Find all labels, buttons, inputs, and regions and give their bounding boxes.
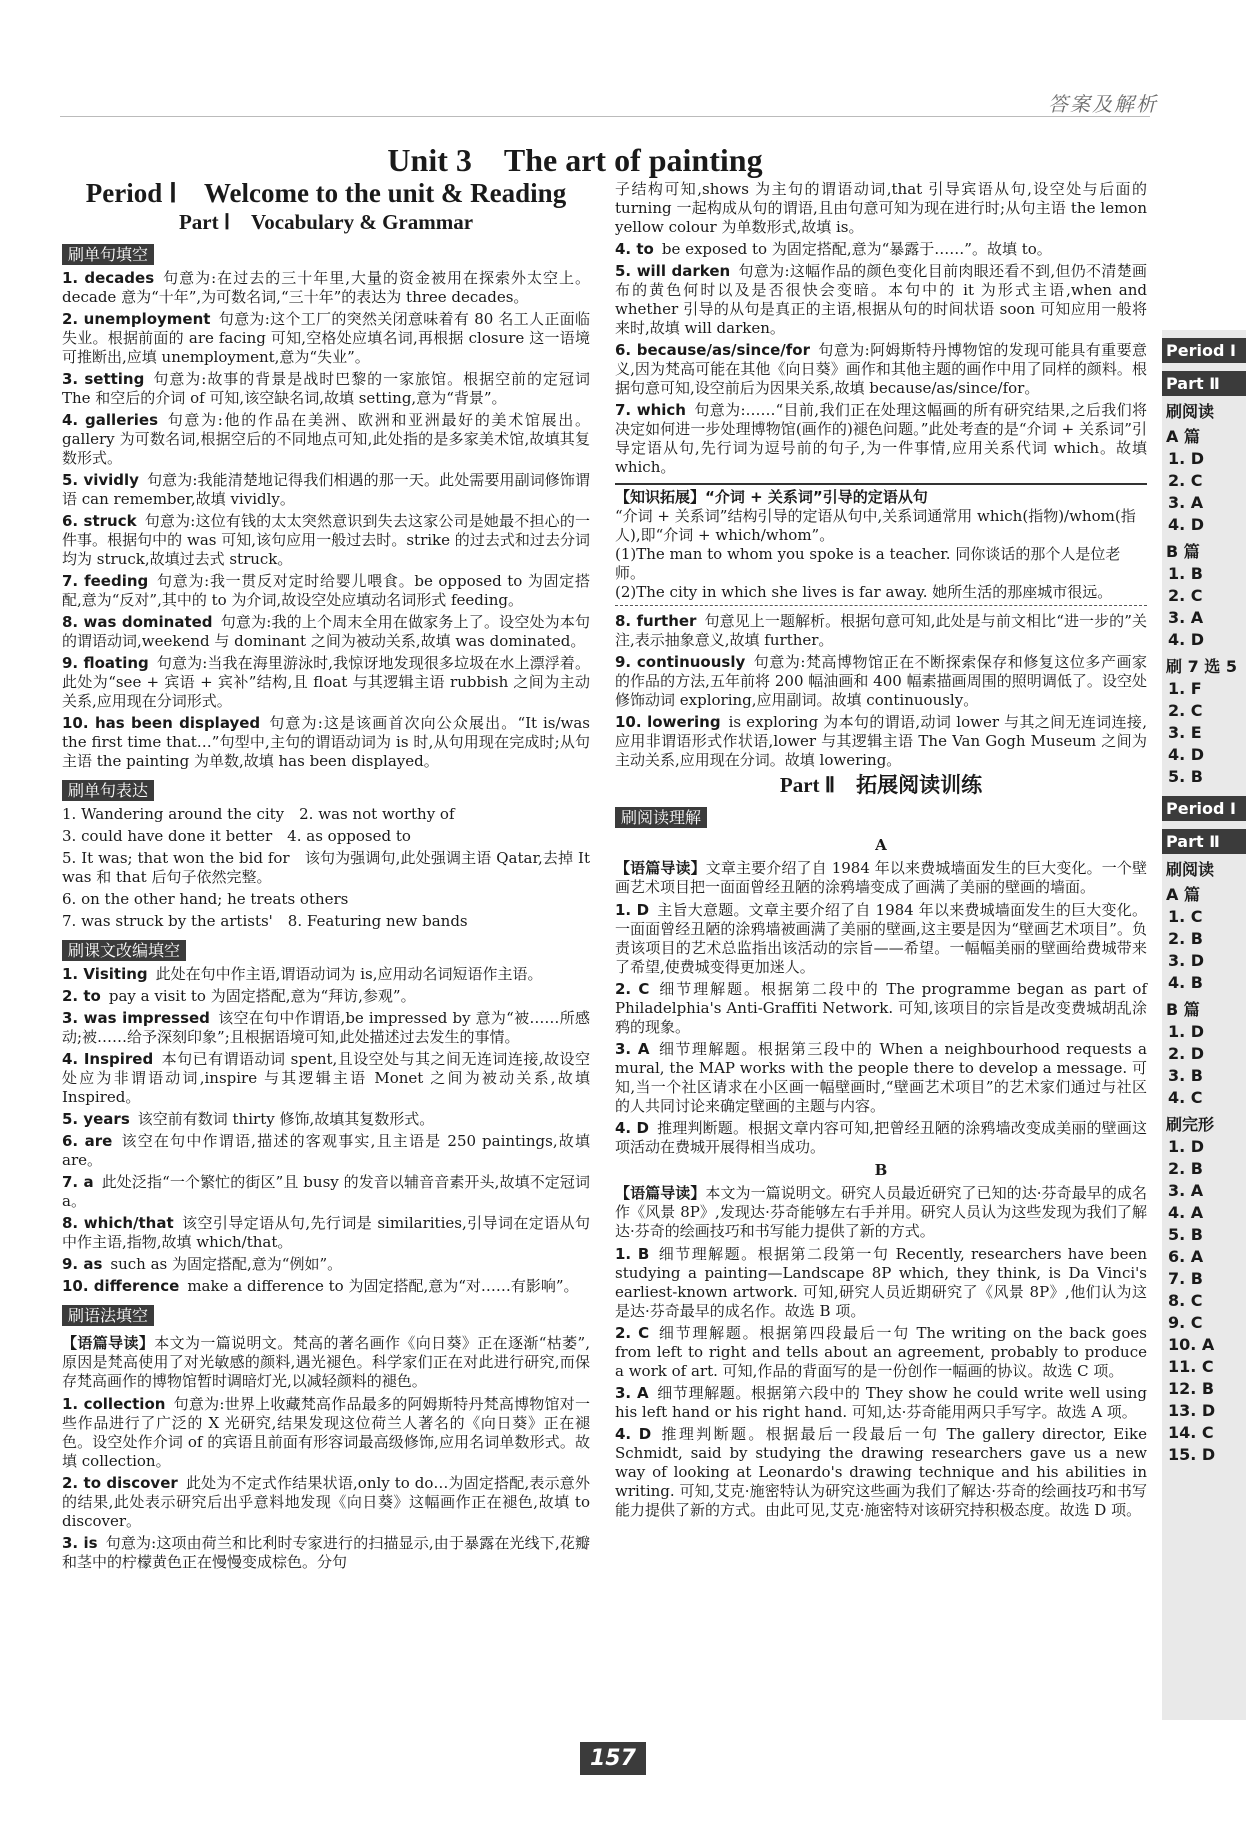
item-answer: was impressed (83, 1009, 210, 1027)
item-number: 3. (615, 1040, 638, 1058)
item-explanation: such as 为固定搭配,意为“例如”。 (110, 1255, 343, 1273)
item-answer: because/as/since/for (636, 341, 810, 359)
answer-item (62, 1050, 590, 1107)
left-column (62, 180, 590, 1575)
passage-a-list (615, 901, 1147, 1157)
answer-item (62, 411, 590, 468)
item-number: 1. (615, 1245, 638, 1263)
section-badge-express: 刷单句表达 (62, 780, 154, 801)
page-number: 157 (580, 1742, 646, 1775)
sidebar-heading-reading-2: 刷阅读 (1166, 860, 1215, 879)
item-number: 9. (615, 653, 637, 671)
answer-item (62, 512, 590, 569)
answer-item (615, 262, 1147, 338)
sidebar-answer: 6. A (1168, 1247, 1204, 1266)
item-answer: B (637, 1245, 650, 1263)
item-explanation: 细节理解题。根据第二段第一句 Recently, researchers have been studying a painting—Landscape 8P which, they think, is Da Vinci's earliest-known artwork. 可知,研究人员近期研究了《风景 8P》,他们认为这是达·芬奇最早的成名作。故选 B 项。 (615, 1245, 1148, 1320)
answer-item (62, 471, 590, 509)
answer-item (615, 901, 1147, 977)
answer-item (62, 1110, 590, 1129)
item-answer: floating (83, 654, 149, 672)
guide-text: 文章主要介绍了自 1984 年以来费城墙面发生的巨大变化。一个壁画艺术项目把一面面曾经丑陋的涂鸦墙变成了画满了美丽的壁画的墙面。 (615, 859, 1147, 896)
answer-item (62, 987, 590, 1006)
sidebar-answer: 11. C (1168, 1357, 1214, 1376)
passage-b-list (615, 1245, 1147, 1520)
guide-tag: 【语篇导读】 (62, 1334, 155, 1352)
item-explanation: is exploring 为本句的谓语,动词 lower 与其之间无连词连接,应用非谓语形式作状语,lower 与其逻辑主语 The Van Gogh Museum 之间为主动关系,应用现在分词。故填 lowering。 (615, 713, 1147, 769)
answer-item (615, 1324, 1147, 1381)
sidebar-answer: 12. B (1168, 1379, 1215, 1398)
sidebar-answers-7of5 (1162, 678, 1246, 788)
answer-sidebar (1162, 330, 1246, 1720)
item-number: 4. (62, 411, 86, 429)
sidebar-answer: 4. A (1168, 1203, 1204, 1222)
sidebar-answer: 3. E (1168, 723, 1202, 742)
item-answer: lowering (647, 713, 721, 731)
sidebar-answer: 1. D (1168, 449, 1205, 468)
part2-title: Part Ⅱ 拓展阅读训练 (779, 773, 983, 797)
answer-item (62, 1474, 590, 1531)
item-number: 9. (62, 1255, 84, 1273)
guide-text: 本文为一篇说明文。梵高的著名画作《向日葵》正在逐渐“枯萎”,原因是梵高使用了对光敏感的颜料,遇光褪色。科学家们正在对此进行研究,而保存梵高画作的博物馆暂时调暗灯光,以减轻颜料的褪色。 (62, 1334, 590, 1390)
item-answer: is (83, 1534, 98, 1552)
answer-item (615, 1040, 1147, 1116)
knowledge-box-title: 【知识拓展】“介词 + 关系词”引导的定语从句 (615, 488, 928, 506)
item-explanation: 主旨大意题。文章主要介绍了自 1984 年以来费城墙面发生的巨大变化。一面面曾经丑陋的涂鸦墙被画满了美丽的壁画,这主要是因为“壁画艺术项目”。负责该项目的艺术总监指出该活动的宗旨——希望。一幅幅美丽的壁画给费城带来了希望,使费城变得更加迷人。 (615, 901, 1147, 976)
sidebar-answer: 2. D (1168, 1044, 1205, 1063)
item-explanation: pay a visit to 为固定搭配,意为“拜访,参观”。 (108, 987, 416, 1005)
grammar-guide (62, 1334, 590, 1391)
answer-item (62, 1009, 590, 1047)
answer-item (615, 180, 1147, 237)
guide-tag: 【语篇导读】 (615, 859, 706, 877)
express-list (62, 805, 590, 931)
answer-item (615, 240, 1147, 259)
sidebar-tab-period: Period Ⅰ (1162, 338, 1246, 363)
item-number: 1. (62, 269, 85, 287)
item-explanation: 句意为:这位有钱的太太突然意识到失去这家公司是她最不担心的一件事。根据句中的 was 可知,该句应用一般过去时。strike 的过去式和过去分词均为 struck,故填过去式 struck。 (62, 512, 591, 568)
section-badge-grammar: 刷语法填空 (62, 1305, 154, 1326)
answer-item (615, 980, 1147, 1037)
item-explanation: 句意为:他的作品在美洲、欧洲和亚洲最好的美术馆展出。gallery 为可数名词,根据空后的不同地点可知,此处指的是多家美术馆,故填其复数形式。 (62, 411, 590, 467)
sidebar-heading-7of5: 刷 7 选 5 (1166, 657, 1237, 676)
item-number: 6. (615, 341, 637, 359)
item-answer: feeding (84, 572, 149, 590)
sidebar-heading-cloze: 刷完形 (1166, 1115, 1215, 1134)
item-number: 1. (62, 1395, 84, 1413)
part1-title: Part Ⅰ Vocabulary & Grammar (178, 210, 474, 234)
correct-list (62, 965, 590, 1296)
section-badge-correct: 刷课文改编填空 (62, 940, 186, 961)
vocab-list (62, 269, 590, 771)
sidebar-answer: 4. D (1168, 630, 1205, 649)
answer-item (615, 1245, 1147, 1321)
middle-column (615, 180, 1147, 1523)
item-number: 2. (62, 987, 84, 1005)
answer-item (615, 713, 1147, 770)
answer-item (62, 1132, 590, 1170)
item-explanation: 句意为:这项由荷兰和比利时专家进行的扫描显示,由于暴露在光线下,花瓣和茎中的柠檬黄色正在慢慢变成棕色。分句 (62, 1534, 590, 1571)
item-number: 2. (62, 310, 84, 328)
item-number: 2. (62, 1474, 84, 1492)
item-number: 6. (62, 512, 84, 530)
sidebar-tab-part-2: Part Ⅱ (1162, 829, 1246, 854)
section-badge-reading: 刷阅读理解 (615, 807, 707, 828)
sidebar-answer: 13. D (1168, 1401, 1216, 1420)
answer-item (615, 341, 1147, 398)
sidebar-answers-a (1162, 448, 1246, 536)
item-explanation: 此处泛指“一个繁忙的街区”且 busy 的发音以辅音音素开头,故填不定冠词 a。 (62, 1173, 590, 1210)
item-explanation: 句意为:当我在海里游泳时,我惊讶地发现很多垃圾在水上漂浮着。此处为“see + 宾语 + 宾补”结构,且 float 与其逻辑主语 rubbish 之间为主动关系,应用现在分词形式。 (62, 654, 591, 710)
sidebar-label-b-2: B 篇 (1166, 1000, 1200, 1019)
item-number: 8. (615, 612, 637, 630)
answer-item (615, 401, 1147, 477)
item-answer: to discover (83, 1474, 178, 1492)
item-explanation: 句意为:在过去的三十年里,大量的资金被用在探索外太空上。decade 意为“十年”,为可数名词,“三十年”的表达为 three decades。 (62, 269, 590, 306)
answer-item (62, 714, 590, 771)
text-line: 6. on the other hand; he treats others (62, 890, 349, 908)
passage-a-label: A (875, 836, 887, 854)
item-answer: Inspired (83, 1050, 154, 1068)
guide-text: 本文为一篇说明文。研究人员最近研究了已知的达·芬奇最早的成名作《风景 8P》,发现达·芬奇能够左右手并用。研究人员认为这些发现为我们了解达·芬奇的绘画技巧和书写能力提供了新的方式。 (615, 1184, 1147, 1240)
text-line: 7. was struck by the artists' 8. Featuring new bands (62, 912, 468, 930)
sidebar-answer: 3. B (1168, 1066, 1203, 1085)
item-answer: a (83, 1173, 94, 1191)
item-number: 2. (615, 980, 639, 998)
item-explanation: 句意为:这幅作品的颜色变化目前肉眼还看不到,但仍不清楚画布的黄色何时以及是否很快会变暗。本句中的 it 为形式主语,when and whether 引导的从句是真正的主语,根据从句的时间状语 soon 可知应用一般将来时,故填 will darken。 (615, 262, 1148, 337)
item-explanation: 推理判断题。根据文章内容可知,把曾经丑陋的涂鸦墙改变成美丽的壁画这项活动在费城开展得相当成功。 (615, 1119, 1148, 1156)
item-number: 10. (615, 713, 648, 731)
sidebar-answer: 15. D (1168, 1445, 1216, 1464)
item-number: 3. (615, 1384, 637, 1402)
item-number: 3. (62, 370, 85, 388)
item-number: 1. (62, 965, 84, 983)
item-number: 4. (615, 1425, 639, 1443)
answer-item (62, 1173, 590, 1211)
item-number: 3. (62, 1534, 84, 1552)
text-line: 5. It was; that won the bid for 该句为强调句,此处强调主语 Qatar,去掉 It was 和 that 后句子依然完整。 (62, 849, 590, 886)
item-answer: as (83, 1255, 103, 1273)
item-explanation: be exposed to 为固定搭配,意为“暴露于……”。故填 to。 (661, 240, 1052, 258)
sidebar-answer: 2. B (1168, 1159, 1203, 1178)
sidebar-answer: 4. C (1168, 1088, 1203, 1107)
item-answer: difference (93, 1277, 180, 1295)
passage-a-guide (615, 859, 1147, 897)
sidebar-answer: 5. B (1168, 767, 1203, 786)
item-answer: continuously (636, 653, 746, 671)
answer-item (62, 1214, 590, 1252)
knowledge-box-body (615, 507, 1147, 602)
page-header-label: 答案及解析 (1048, 92, 1158, 116)
sidebar-label-a: A 篇 (1166, 427, 1200, 446)
item-answer: will darken (636, 262, 731, 280)
text-line: (1)The man to whom you spoke is a teacher. 同你谈话的那个人是位老师。 (615, 545, 1121, 582)
item-number: 5. (62, 471, 84, 489)
sidebar-answer: 4. D (1168, 515, 1205, 534)
item-explanation: 句意为:……“目前,我们正在处理这幅画的所有研究结果,之后我们将决定如何进一步处理博物馆(画作的)褪色问题。”此处考查的是“介词 + 关系词”引导定语从句,先行词为逗号前的句子,为一件事情,应用关系代词 which。故填 which。 (615, 401, 1147, 476)
answer-item (62, 269, 590, 307)
item-explanation: 细节理解题。根据第四段最后一句 The writing on the back goes from left to right and tells about an agreement, probably to produce a work of art. 可知,作品的背面写的是一份创作一幅画的协议。故选 C 项。 (615, 1324, 1147, 1380)
answer-item (62, 1255, 590, 1274)
answer-item (62, 572, 590, 610)
answer-item (62, 654, 590, 711)
answer-item (62, 1277, 590, 1296)
answer-item (62, 965, 590, 984)
sidebar-tab-period-2: Period Ⅰ (1162, 796, 1246, 821)
item-explanation: 句意为:梵高博物馆正在不断探索保存和修复这位多产画家的作品的方法,五年前将 200 幅油画和 400 幅素描画周围的照明调低了。设空处修饰动词 exploring,应用副词。故填 continuously。 (615, 653, 1147, 709)
guide-tag: 【语篇导读】 (615, 1184, 706, 1202)
item-explanation: 该空引导定语从句,先行词是 similarities,引导词在定语从句中作主语,指物,故填 which/that。 (62, 1214, 591, 1251)
text-line: (2)The city in which she lives is far away. 她所生活的那座城市很远。 (615, 583, 1113, 601)
text-line: “介词 + 关系词”结构引导的定语从句中,关系词通常用 which(指物)/whom(指人),即“介词 + which/whom”。 (615, 507, 1136, 544)
knowledge-box (615, 483, 1147, 606)
item-number: 2. (615, 1324, 639, 1342)
sidebar-answer: 8. C (1168, 1291, 1203, 1310)
item-explanation: 句意为:阿姆斯特丹博物馆的发现可能具有重要意义,因为梵高可能在其他《向日葵》画作和其他主题的画作中用了同样的颜料。根据句意可知,设空前后为因果关系,故填 because/as/since/for。 (615, 341, 1147, 397)
item-answer: decades (84, 269, 155, 287)
item-answer: vividly (83, 471, 139, 489)
sidebar-answer: 1. B (1168, 564, 1203, 583)
item-number: 1. (615, 901, 637, 919)
item-explanation: 句意为:我的上个周末全用在做家务上了。设空处为本句的谓语动词,weekend 与 dominant 之间为被动关系,故填 was dominated。 (62, 613, 591, 650)
item-explanation: 细节理解题。根据第三段中的 When a neighbourhood requests a mural, the MAP works with the people there to develop a message. 可知,当一个社区请求在小区画一幅壁画时,“壁画艺术项目”的艺术家们通过与社区的人共同讨论来确定壁画的主题与内容。 (615, 1040, 1147, 1115)
item-answer: D (636, 901, 650, 919)
sidebar-answer: 1. D (1168, 1022, 1205, 1041)
header-divider (60, 116, 1150, 117)
item-explanation: 句意为:世界上收藏梵高作品最多的阿姆斯特丹梵高博物馆对一些作品进行了广泛的 X 光研究,结果发现这位荷兰人著名的《向日葵》正在褪色。设空处作介词 of 的宾语且前面有形容词最高级修饰,应用名词单数形式。故填 collection。 (62, 1395, 590, 1470)
item-explanation: 本句已有谓语动词 spent,且设空处与其之间无连词连接,故设空处应为非谓语动词,inspire 与其逻辑主语 Monet 之间为被动关系,故填 Inspired。 (62, 1050, 590, 1106)
grammar-list (62, 1395, 590, 1572)
item-answer: has been displayed (94, 714, 261, 732)
item-answer: to (636, 240, 654, 258)
item-number: 4. (615, 1119, 637, 1137)
mid-top-list (615, 180, 1147, 477)
item-explanation: 此处在句中作主语,谓语动词为 is,应用动名词短语作主语。 (155, 965, 543, 983)
item-answer: C (638, 1324, 650, 1342)
answer-item (62, 613, 590, 651)
answer-item (615, 1384, 1147, 1422)
sidebar-answer: 2. C (1168, 701, 1203, 720)
answer-item (62, 310, 590, 367)
sidebar-answer: 14. C (1168, 1423, 1214, 1442)
section-badge-vocab: 刷单句填空 (62, 244, 154, 265)
sidebar-answers-b (1162, 563, 1246, 651)
item-number: 10. (62, 714, 95, 732)
item-number: 4. (615, 240, 637, 258)
sidebar-answer: 3. A (1168, 493, 1204, 512)
sidebar-answer: 9. C (1168, 1313, 1203, 1332)
item-explanation: 子结构可知,shows 为主句的谓语动词,that 引导宾语从句,设空处与后面的 turning 一起构成从句的谓语,且由句意可知为现在进行时;从句主语 the lemon yellow colour 为单数形式,故填 is。 (615, 180, 1147, 236)
answer-item (615, 653, 1147, 710)
item-explanation: 句意为:故事的背景是战时巴黎的一家旅馆。根据空前的定冠词 The 和空后的介词 of 可知,该空缺名词,故填 setting,意为“背景”。 (62, 370, 590, 407)
item-answer: which (636, 401, 686, 419)
item-number: 6. (62, 1132, 85, 1150)
answer-item (62, 1534, 590, 1572)
item-explanation: 该空前有数词 thirty 修饰,故填其复数形式。 (137, 1110, 435, 1128)
item-explanation: 句意为:我一贯反对定时给婴儿喂食。be opposed to 为固定搭配,意为“反对”,其中的 to 为介词,故设空处应填动名词形式 feeding。 (62, 572, 591, 609)
item-number: 7. (62, 1173, 84, 1191)
item-explanation: 推理判断题。根据最后一段最后一句 The gallery director, Eike Schmidt, said by studying the drawing researchers gave us a new way of looking at Leonardo's drawing technique and his abilities in writing. 可知,艾克·施密特认为研究这些画为我们了解达·芬奇的绘画技巧和书写能力提供了新的方式。由此可见,艾克·施密特对该研究持积极态度。故选 D 项。 (615, 1425, 1147, 1519)
answer-item (615, 1119, 1147, 1157)
sidebar-answer: 2. B (1168, 929, 1203, 948)
item-explanation: 此处为不定式作结果状语,only to do…为固定搭配,表示意外的结果,此处表示研究后出乎意料地发现《向日葵》这幅画作正在褪色,故填 to discover。 (62, 1474, 590, 1530)
item-explanation: 句意见上一题解析。根据句意可知,此处是与前文相比“进一步的”关注,表示抽象意义,故填 further。 (615, 612, 1147, 649)
sidebar-label-a-2: A 篇 (1166, 885, 1200, 904)
sidebar-answer: 7. B (1168, 1269, 1203, 1288)
sidebar-label-b: B 篇 (1166, 542, 1200, 561)
item-number: 7. (62, 572, 85, 590)
item-answer: D (636, 1119, 649, 1137)
sidebar-answers-b-2 (1162, 1021, 1246, 1109)
sidebar-answer: 2. C (1168, 471, 1203, 490)
sidebar-heading-reading: 刷阅读 (1166, 402, 1215, 421)
item-number: 9. (62, 654, 84, 672)
sidebar-answer: 3. D (1168, 951, 1205, 970)
answer-item (615, 1425, 1147, 1520)
item-explanation: 句意为:这个工厂的突然关闭意味着有 80 名工人正面临失业。根据前面的 are facing 可知,空格处应填名词,再根据 closure 这一语境可推断出,应填 unemployment,意为“失业”。 (62, 310, 590, 366)
item-explanation: make a difference to 为固定搭配,意为“对……有影响”。 (187, 1277, 579, 1295)
item-number: 4. (62, 1050, 84, 1068)
answer-item (62, 370, 590, 408)
sidebar-answer: 2. C (1168, 586, 1203, 605)
item-answer: to (83, 987, 101, 1005)
item-number: 7. (615, 401, 637, 419)
item-number: 3. (62, 1009, 84, 1027)
item-answer: years (83, 1110, 130, 1128)
item-explanation: 细节理解题。根据第二段中的 The programme began as part of Philadelphia's Anti-Graffiti Network. 可知,该项目的宗旨是改变费城胡乱涂鸦的现象。 (615, 980, 1147, 1036)
item-explanation: 该空在句中作谓语,be impressed by 意为“被……所感动;被……给予深刻印象”;且根据语境可知,此处描述过去发生的事情。 (62, 1009, 591, 1046)
item-number: 10. (62, 1277, 94, 1295)
sidebar-answers-cloze (1162, 1136, 1246, 1466)
answer-item (62, 1395, 590, 1471)
item-answer: unemployment (83, 310, 211, 328)
sidebar-answer: 1. D (1168, 1137, 1205, 1156)
item-number: 5. (62, 1110, 84, 1128)
item-answer: struck (83, 512, 137, 530)
item-answer: was dominated (83, 613, 213, 631)
item-answer: are (84, 1132, 113, 1150)
item-answer: C (638, 980, 650, 998)
item-answer: further (636, 612, 697, 630)
sidebar-answers-a-2 (1162, 906, 1246, 994)
item-answer: setting (84, 370, 145, 388)
item-explanation: 句意为:这是该画首次向公众展出。“It is/was the first time that…”句型中,主句的谓语动词为 is 时,从句用现在完成时;从句主语 the painting 为单数,故填 has been displayed。 (62, 714, 590, 770)
item-answer: A (637, 1040, 650, 1058)
item-explanation: 细节理解题。根据第六段中的 They show he could write well using his left hand or his right hand. 可知,达·芬奇能用两只手写字。故选 A 项。 (615, 1384, 1148, 1421)
item-explanation: 该空在句中作谓语,描述的客观事实,且主语是 250 paintings,故填 are。 (62, 1132, 591, 1169)
sidebar-answer: 5. B (1168, 1225, 1203, 1244)
item-answer: which/that (83, 1214, 174, 1232)
unit-title: Unit 3 The art of painting (387, 142, 763, 178)
item-answer: A (637, 1384, 649, 1402)
item-number: 5. (615, 262, 637, 280)
passage-b-guide (615, 1184, 1147, 1241)
sidebar-answer: 1. C (1168, 907, 1203, 926)
mid-bottom-list (615, 612, 1147, 770)
sidebar-tab-part: Part Ⅱ (1162, 371, 1246, 396)
item-answer: collection (83, 1395, 166, 1413)
item-explanation: 句意为:我能清楚地记得我们相遇的那一天。此处需要用副词修饰谓语 can remember,故填 vividly。 (62, 471, 591, 508)
item-number: 8. (62, 613, 84, 631)
item-number: 8. (62, 1214, 84, 1232)
sidebar-answer: 3. A (1168, 608, 1204, 627)
sidebar-answer: 1. F (1168, 679, 1202, 698)
item-answer: galleries (85, 411, 159, 429)
passage-b-label: B (874, 1161, 888, 1179)
sidebar-answer: 3. A (1168, 1181, 1204, 1200)
text-line: 3. could have done it better 4. as opposed to (62, 827, 411, 845)
period-title: Period Ⅰ Welcome to the unit & Reading (85, 178, 567, 208)
item-answer: D (638, 1425, 652, 1443)
answer-item (615, 612, 1147, 650)
item-answer: Visiting (83, 965, 148, 983)
sidebar-answer: 10. A (1168, 1335, 1215, 1354)
sidebar-answer: 4. B (1168, 973, 1203, 992)
sidebar-answer: 4. D (1168, 745, 1205, 764)
text-line: 1. Wandering around the city 2. was not worthy of (62, 805, 455, 823)
